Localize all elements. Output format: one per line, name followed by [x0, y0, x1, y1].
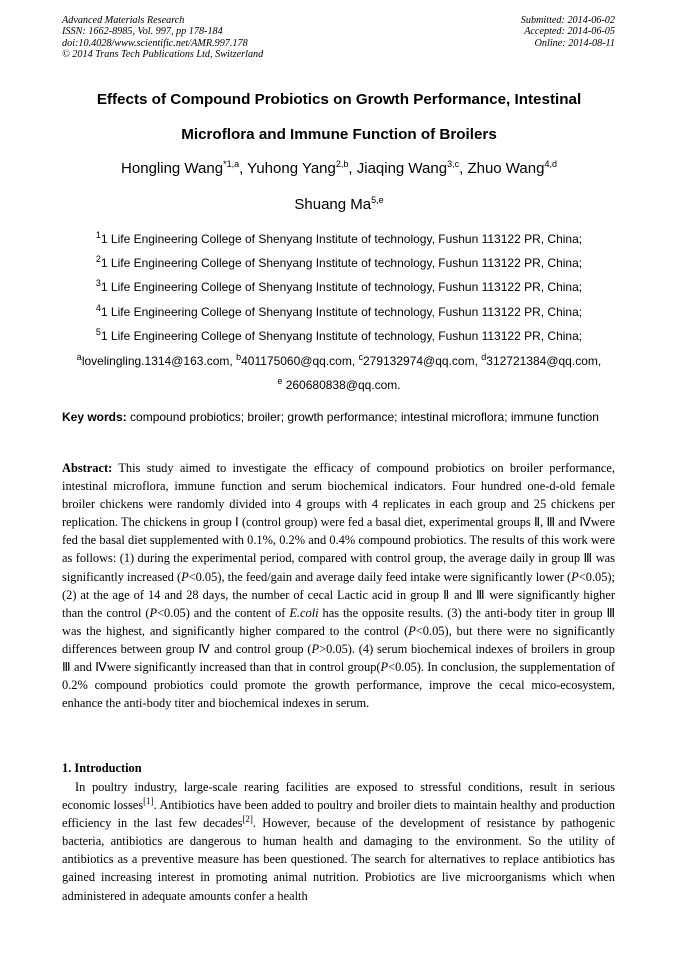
issn-line: ISSN: 1662-8985, Vol. 997, pp 178-184 — [62, 26, 223, 38]
affiliation-text: 1 Life Engineering College of Shenyang Institute of technology, Fushun 113122 PR, China; — [100, 232, 583, 246]
abstract-text: <0.05); (2) at the age of 14 and 28 days, the number of cecal Lactic acid in group Ⅱ and Ⅲ were significantly higher than the control ( — [62, 569, 615, 620]
section-heading: 1. Introduction — [62, 761, 142, 775]
affiliation-line — [40, 256, 638, 270]
affiliation-marker: 1 — [95, 230, 101, 240]
email-marker: b — [236, 352, 242, 362]
journal-header — [62, 15, 263, 61]
introduction-paragraph — [62, 778, 615, 905]
keywords — [62, 408, 615, 426]
introduction-text: . However, because of the development of resistance by pathogenic bacteria, antibiotics are dangerous to human health and damaging to the environment. So the utility of antibiotics as a preventive measure has been questioned. The search for alternatives to replace antibiotics has gained increasing interest in promoting animal nutrition. Probiotics are live microorganisms which when administered in adequate amounts confer a health — [62, 816, 615, 903]
abstract-text: This study aimed to investigate the efficacy of compound probiotics on broiler performance, intestinal microflora, immune function and serum biochemical indicators. Four hundred one-d-old female broiler chickens were randomly divided into 4 groups with 4 replicates in each group and 25 chickens per replication. The chickens in group Ⅰ (control group) were fed a basal diet, experimental groups Ⅱ, Ⅲ and Ⅳwere fed the basal diet supplemented with 0.1%, 0.2% and 0.4% compound probiotics. The results of this work were as follows: (1) during the experimental period, compared with control group, the average daily in group Ⅲ was significantly increased ( — [62, 461, 615, 584]
abstract-text: <0.05) and the content of — [157, 605, 290, 620]
email-address[interactable]: 279132974@qq.com, — [362, 354, 482, 368]
italic-term: P — [380, 660, 389, 675]
author-list — [30, 160, 648, 177]
affiliation-text: 1 Life Engineering College of Shenyang Institute of technology, Fushun 113122 PR, China; — [100, 256, 583, 270]
affiliation-text: 1 Life Engineering College of Shenyang Institute of technology, Fushun 113122 PR, China; — [100, 305, 583, 319]
submitted-date: Submitted: 2014-06-02 — [520, 15, 615, 26]
email-marker: d — [481, 352, 487, 362]
italic-term: P — [571, 569, 579, 584]
copyright-line: © 2014 Trans Tech Publications Ltd, Switzerland — [62, 49, 264, 61]
affiliation-line — [40, 280, 638, 294]
email-address[interactable]: lovelingling.1314@163.com, — [81, 354, 237, 368]
author-name: Jiaqing Wang — [356, 160, 448, 177]
italic-term: P — [181, 569, 189, 584]
abstract — [62, 459, 615, 712]
citation-marker[interactable]: [1] — [143, 795, 154, 806]
abstract-text: >0.05). (4) serum biochemical indexes of broilers in group Ⅲ and Ⅳwere significantly increased than that in control group( — [62, 641, 615, 675]
email-marker: c — [358, 352, 363, 362]
author-marker: *1,a — [223, 159, 240, 169]
italic-term: P — [149, 605, 158, 620]
abstract-text: <0.05), but there were no significantly differences between group Ⅳ and control group ( — [62, 623, 616, 656]
email-line — [40, 354, 638, 368]
author-separator: , — [239, 160, 248, 177]
email-address[interactable]: 401175060@qq.com, — [241, 354, 359, 368]
author-list-continued — [30, 196, 648, 213]
journal-name: Advanced Materials Research — [62, 15, 185, 26]
affiliation-marker: 2 — [95, 254, 101, 264]
italic-term: P — [408, 623, 416, 638]
paper-title-line-1: Effects of Compound Probiotics on Growth Performance, Intestinal — [96, 91, 582, 108]
affiliation-line — [40, 329, 638, 343]
abstract-body — [62, 461, 615, 710]
author-marker: 4,d — [544, 159, 557, 169]
keywords-text: compound probiotics; broiler; growth performance; intestinal microflora; immune function — [126, 410, 599, 424]
author-marker: 3,c — [447, 159, 460, 169]
affiliation-marker: 3 — [95, 278, 101, 288]
author-separator: , — [348, 160, 357, 177]
author-marker: 2,b — [335, 159, 349, 169]
abstract-label: Abstract: — [62, 461, 113, 475]
dates-header — [521, 15, 615, 49]
italic-term: E.coli — [289, 605, 319, 620]
affiliation-text: 1 Life Engineering College of Shenyang Institute of technology, Fushun 113122 PR, China; — [100, 329, 583, 343]
abstract-text: has the opposite results. (3) the anti-body titer in group Ⅲ was the highest, and significantly higher compared to the control ( — [62, 605, 615, 638]
affiliation-line — [40, 305, 638, 319]
citation-marker[interactable]: [2] — [242, 814, 253, 825]
introduction-text: In poultry industry, large-scale rearing facilities are exposed to stressful conditions, result in serious economic losses — [62, 780, 615, 813]
affiliation-marker: 4 — [95, 303, 101, 313]
email-marker: e — [277, 376, 283, 386]
introduction-text: . Antibiotics have been added to poultry and broiler diets to maintain healthy and production efficiency in the last few decades — [62, 798, 615, 831]
online-date: Online: 2014-08-11 — [534, 37, 615, 49]
email-marker: a — [76, 352, 82, 362]
author-name: Hongling Wang — [121, 160, 224, 177]
author-name: Shuang Ma — [294, 196, 372, 213]
affiliation-text: 1 Life Engineering College of Shenyang Institute of technology, Fushun 113122 PR, China; — [100, 280, 583, 294]
doi-line: doi:10.4028/www.scientific.net/AMR.997.178 — [62, 37, 248, 49]
author-name: Zhuo Wang — [467, 160, 545, 177]
email-address[interactable]: 260680838@qq.com. — [282, 378, 401, 392]
paper-title-line-2: Microflora and Immune Function of Broilers — [181, 126, 497, 143]
abstract-text: <0.05). In conclusion, the supplementation of 0.2% compound probiotics could promote the growth performance, improve the cecal mico-ecosystem, enhance the anti-body titer and biochemical indexes in serum. — [62, 660, 615, 711]
accepted-date: Accepted: 2014-06-05 — [524, 26, 615, 38]
affiliation-marker: 5 — [95, 327, 101, 337]
italic-term: P — [311, 641, 320, 656]
email-line — [40, 378, 638, 392]
email-address[interactable]: 312721384@qq.com, — [486, 354, 602, 368]
author-name: Yuhong Yang — [247, 160, 336, 177]
abstract-text: <0.05), the feed/gain and average daily feed intake were significantly lower ( — [188, 569, 572, 584]
author-separator: , — [459, 160, 468, 177]
affiliation-line — [40, 232, 638, 246]
keywords-label: Key words: — [62, 410, 127, 424]
author-marker: 5,e — [371, 195, 384, 205]
